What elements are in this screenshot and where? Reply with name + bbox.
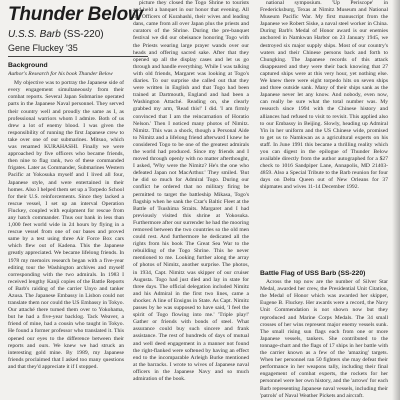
background-intro: Author's Research for his book Thunder Below: [8, 71, 113, 78]
article-title: Thunder Below: [8, 4, 143, 25]
column-1: [8, 60, 124, 400]
article-subtitle: [8, 29, 104, 40]
column-2-body: picture they closed the Togo Shrine to tourists and held a banquet in our honor that evening. All the Officers of Kurahashi, their wives and leading dans, came from all over Japan plus the priests and curators of the Shrine. During the pre-banquet festival we did our obeisance honoring Togo with the Priests wearing large prayer wands over our heads and offering sacred sake. After that they opened up all the display cases and let us go through and handle everything. While I was talking with old friends, Margaret was looking at Togo's diaries. To our surprise she called out that they were written in English and that Togo had been trained at Dartmouth, England and had been a Washington Attaché. Reading on, she clearly grabbed my arm, 'Read this!' I did. 'I am firmly convinced that I am the reincarnation of Horatio Nelson.' Then I noticed many photos of Nimitz. Nimitz. This was a shock, though a Personal Aide to Nimitz and a lifelong friend afterward I knew he considered Togo to be one of the greatest admirals the world had produced. Since my friends and I moved through openly with no matter afterthought, I asked, 'Why were the Nimitz? He's the one who defeated Japan not MacArthur.' They smiled. 'But he did so much for Admiral Togo. During our conflict he ordered that no military firing be permitted to target the battleship Mikasa, Togo's flagship when he sank the Czar's Baltic Fleet at the Battle of Tsushima Straits. Margaret and I had previously visited this shrine at Yokosuka. Furthermore after our surrender he had the mooring removed between the two countries so the old men could rest. And furthermore he dedicated all the rights from his book The Great Sea War to the rebuilding of the Togo Shrine. This he never mentioned to me. Looking further along the array of photos of Nimitz, another surprise. The photos, in 1934, Capt. Nimitz was skipper of our cruiser Augusta. Togo had just died and lay in state for three days. The official delegation included Nimitz and his Admiral in the first two lines, came a shocker. A line of Ensigns in State. As Capt. Nimitz passes by he was supposed to have said, 'I feel the spirit of Togo flowing into me.' 'Triple play!' Gather or friends with bonds of steel. What assurance could buy such sincere and frank assistance. The rest of hundreds of days of mutual and well deed engagement in a manner not found the right-flanked were softened by having an effect end to the incomparable Arleigh Burke mentioned at the barracks. I wrote to wives of Japanese naval officers in the Japanese Navy and so much admiration of the book.: [133, 0, 249, 382]
battle-flag-heading: Battle Flag of USS Barb (SS-220): [260, 270, 366, 277]
article-author: Gene Fluckey '35: [8, 43, 78, 53]
hull-number: (SS-220): [63, 29, 104, 40]
page-edge-shadow: [392, 0, 400, 400]
column-3-body: national symposium. 'Up Periscope' in Fredericksburg, Texas at Nimitz Museum and National Museum Pacific War. My first manuscript from the Japanese we Robert Siske, a naval steel worker in China. During Barb's Medal of Honor award is our enemies anchored in Namkwan Harbor on 23 January 1945, we destroyed six major supply ships. Most of our country's waters and their Chinese persons back and forth to Chungking. The Japanese records of this attack disappeared and they were their back knowing that 27 captured ships were at this very hour, yet nothing else. We knew there were eight torpedo hits on seven ships and three outside sank. Many of their ships sank as the Japanese never let any know. And nobody, even now, can really be sure what the total number was. My research since 1994 with the Chinese history and alliances had refused to visit to revisit. This applied also to our Embassy in Beijing. Slowly, heading up Admiral Yin in her uniform and the US Chinese wide, promised to get us to Namkwan as a agricultural experts on his staff. In June 1991 this became a thrilling reality which you can digest in the epilogue of Thunder Below available directly from the author autographed for a $27 check to 1016 Sandpiper Lane, Annapolis, MD 21403-4859. Also a Special Tribute to the Barb reunion for four days on Delta Queen out of New Orleans for 37 shipmates and wives 11-14 December 1992.: [260, 0, 388, 191]
background-heading: Background: [8, 62, 48, 69]
battle-flag-body: Across the top now are the number of Silver Star Medal, awarded her crew, the Presidential Unit Citation, the Medal of Honor which was awarded her skipper, Eugene B. Fluckey. Her awards were a record, the Navy Unit Commendation is not shown now but they reproduced and Marine Corps Medals. The 34 small crosses of her wins represent major enemy vessels sunk. The small rising sun flags each from one or more Japanese vessels, tankers. She contributed to the tonnage-chart and the flags of 17 ships in her battle with the carrier known as a few of the 'amazing' targets. When her personnel ran 50 fighters she may defeat their performance in her weapons tally, including their final engagement of combat experts, the rockets for her personnel were her own history, and the 'arrows' for each Barb representing Japanese naval vessels, including their 'patrols' of Naval Weather Pickets and aircraft.: [260, 279, 388, 399]
column-2: [133, 0, 249, 400]
ship-name: U.S.S. Barb: [8, 29, 61, 40]
title-divider: [8, 56, 148, 57]
background-body: My objective was to portray the Japanese side of every engagement simultaneously from their combat reports. Several Japan Submarine operated parts in the Japanese Naval personnel. They served their country well and proudly the same as I, as professional warriors whom I admire. Both of us drew a lot of enemy blood. I was given the responsibility of running the first Japanese crew to take over one of our submarines. Mitsuo, which was renamed KURAHASHI. Finally we were approached by five officers who became friends, then nine to flag rank, two of these commanded frigates. Later as Commander, Submarines Western Pacific at Yokosuka myself and I lived all four, Japanese style, and were entertained in their homes. Also I helped them set up a Torpedo School for their U.S. reinforcements. Since they lacked a rescue vessel, I set up an interval Operation Fluckey, coupled with equipment for rescue from any hatch commander. Thus our bank in less than 1,000 feet world wide in 24 hours by flying in a rescue vessel from one of our bases and proved same by a test using three Air Force Box cars which flew out of Kadena. This the Japanese greatly appreciated. We became lifelong friends. In 1978 my memoirs research began with a five-year editing tour the Washington archives and myself corresponding with the two admirals. In 1983 I received lengthy Kanji copies of the Battle Reports of Barb's raiding of the carrier Unyo and tanker Azusa. The Japanese Embassy in Lisbon could not translate them nor could the US Embassy in Tokyo. Our attaché there turned them over to Yokohama, but he had a five-year backlog. Tack Weaver, a friend of mine, had a cousin who taught in Tokyo. He found a former professor who translated it. This opened our eyes to the difference between their reports and ours. We knew we had struck an interesting gold mine. By 1989, my Japanese friends proclaimed that I asked too many questions and that they'd appreciate it if I stopped.: [8, 80, 124, 370]
column-3-lower: [260, 268, 388, 400]
column-3: [260, 0, 388, 250]
